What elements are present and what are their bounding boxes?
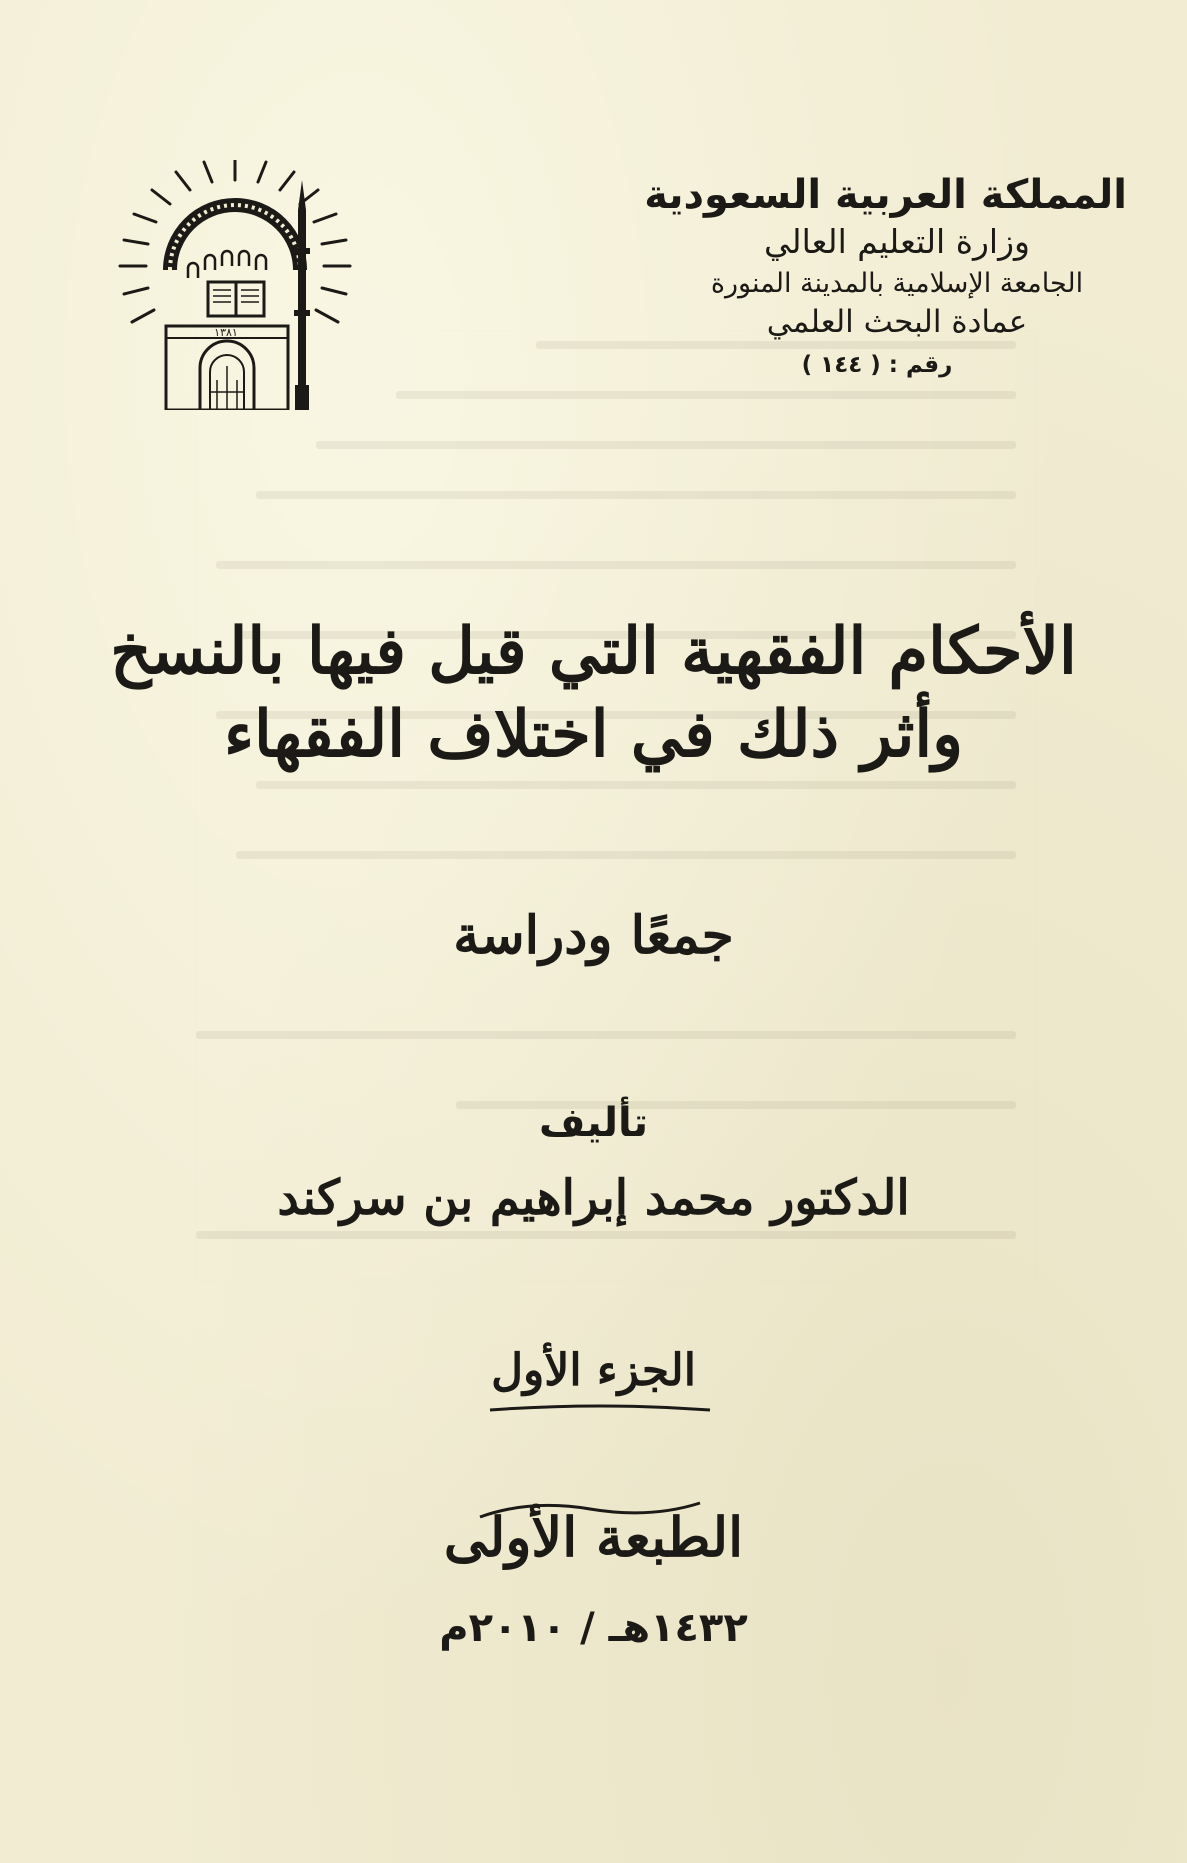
deanship-name: عمادة البحث العلمي bbox=[766, 304, 1028, 341]
volume-label: الجزء الأول bbox=[491, 1345, 696, 1396]
author-name: الدكتور محمد إبراهيم بن سركند bbox=[277, 1170, 910, 1226]
author-label: تأليف bbox=[538, 1100, 649, 1146]
publication-number: رقم : ( ١٤٤ ) bbox=[801, 352, 953, 379]
emblem-year: ١٣٨١ bbox=[214, 326, 238, 339]
publisher-header bbox=[644, 170, 1127, 379]
book-subtitle: جمعًا ودراسة bbox=[453, 905, 734, 966]
volume-flourish-icon bbox=[485, 1400, 715, 1416]
book-title-line-2: وأثر ذلك في اختلاف الفقهاء bbox=[223, 697, 964, 773]
book-title bbox=[100, 610, 1087, 776]
ministry-name: وزارة التعليم العالي bbox=[764, 222, 1030, 261]
publication-date: ١٤٣٢هـ / ٢٠١٠م bbox=[439, 1605, 748, 1651]
university-emblem-icon bbox=[100, 160, 370, 410]
book-title-line-1: الأحكام الفقهية التي قيل فيها بالنسخ bbox=[110, 614, 1077, 689]
kingdom-name: المملكة العربية السعودية bbox=[644, 172, 1127, 218]
university-name: الجامعة الإسلامية بالمدينة المنورة bbox=[710, 267, 1084, 299]
edition-label: الطبعة الأولى bbox=[443, 1505, 744, 1569]
